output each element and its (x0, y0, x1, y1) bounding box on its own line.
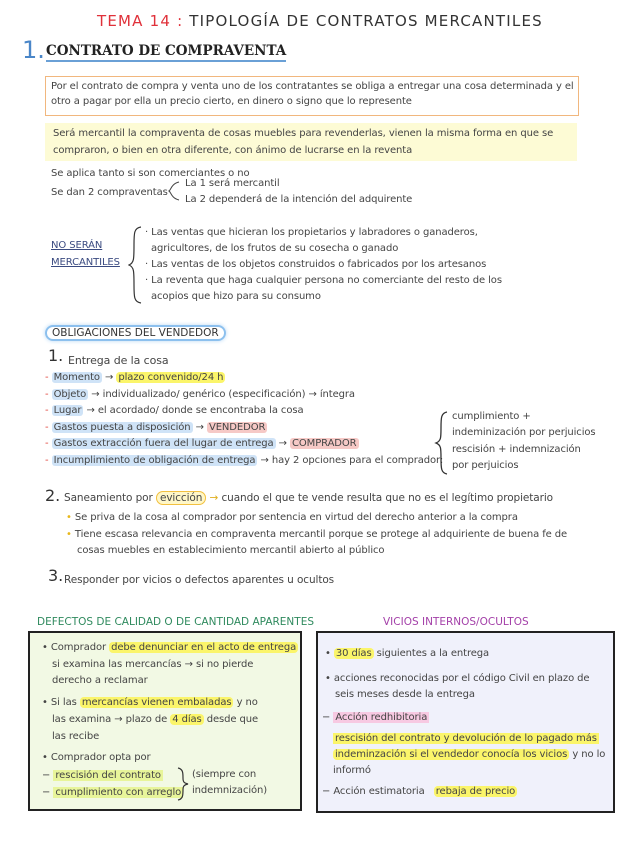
mercantil-line-1: Será mercantil la compraventa de cosas muebles para revenderlas, vienen la misma forma en que se (53, 128, 554, 139)
item2-bullet-2: • Tiene escasa relevancia en compraventa mercantil porque se protege al adquiriente de buena fe de (66, 529, 568, 540)
entrega-lugar: - Lugar → el acordado/ donde se encontraba la cosa (45, 405, 304, 416)
momento-value: plazo convenido/24 h (118, 372, 224, 383)
p2a-pre: Si las (50, 697, 77, 708)
gastos2-value: COMPRADOR (292, 438, 357, 449)
rebaja-precio: rebaja de precio (435, 786, 516, 797)
item2-bullet-2-text: Tiene escasa relevancia en compraventa mercantil porque se protege al adquiriente de buena fe de (74, 529, 568, 540)
p1a-pre: Comprador (50, 642, 106, 653)
item2-bullet-1: • Se priva de la cosa al comprador por sentencia en virtud del derecho anterior a la compra (66, 512, 518, 523)
vicios-a1-d2 (333, 749, 605, 760)
incumplimiento-label: Incumplimiento de obligación de entrega (53, 455, 256, 466)
lugar-label: Lugar (53, 405, 82, 416)
branch-arrows (167, 178, 187, 204)
title-prefix: TEMA 14 : (97, 12, 184, 30)
p2a-highlight: mercancías vienen embaladas (81, 697, 232, 708)
defectos-opt-1: − rescisión del contrato (42, 770, 161, 781)
section-title: CONTRATO DE COMPRAVENTA (46, 43, 286, 62)
item2-title: Saneamiento por evicción → cuando el que te vende resulta que no es el legítimo propietario (64, 492, 553, 504)
opt2-text: cumplimiento con arreglo (55, 787, 182, 798)
defectos-note-2: indemnización) (192, 785, 268, 796)
entrega-gastos-1: - Gastos puesta a disposición → VENDEDOR (45, 422, 266, 433)
defectos-note-1: (siempre con (192, 769, 257, 780)
no-seran-item-3b: acopios que hizo para su consumo (151, 291, 321, 302)
item2-title-post: cuando el que te vende resulta que no es el legítimo propietario (221, 492, 553, 504)
aplica-branch-1: La 1 será mercantil (185, 178, 280, 189)
vicios-a1-d2-highlight: indeminzación si el vendedor conocía los vicios (335, 749, 568, 760)
vicios-a1: − Acción redhibitoria (322, 712, 428, 723)
vicios-b2a: • acciones reconocidas por el código Civil en plazo de (325, 673, 590, 684)
no-seran-brace (128, 225, 144, 305)
aplica-line-1: Se aplica tanto si son comerciantes o no (51, 168, 250, 179)
defectos-p2b: las examina → plazo de 4 días desde que (52, 714, 259, 725)
objeto-value: individualizado/ genérico (especificación) → íntegra (102, 389, 355, 400)
opcion-2b: por perjuicios (452, 460, 519, 471)
gastos1-label: Gastos puesta a disposición (53, 422, 191, 433)
item2-number: 2. (45, 486, 61, 505)
opcion-1b: indeminización por perjuicios (452, 427, 596, 438)
p2b-pre: las examina (52, 714, 112, 725)
aplica-branch-2: La 2 dependerá de la intención del adquirente (185, 194, 413, 205)
no-seran-item-1b: agricultores, de los frutos de su cosecha o ganado (151, 243, 399, 254)
p2b-highlight: 4 días (172, 714, 202, 725)
definition-line-2: otro a pagar por ella un precio cierto, en dinero o signo que lo represente (51, 96, 412, 107)
item2-title-pre: Saneamiento por (64, 492, 153, 504)
definition-line-1: Por el contrato de compra y venta uno de los contratantes se obliga a entregar una cosa determinada y el (51, 81, 574, 92)
defectos-brace (176, 766, 190, 802)
no-seran-item-1: · Las ventas que hicieran los propietarios y labradores o ganaderos, (145, 227, 478, 238)
opt1-text: rescisión del contrato (55, 770, 161, 781)
item3-number: 3. (48, 566, 64, 585)
defectos-opt-2: − cumplimiento con arreglo (42, 787, 182, 798)
opcion-2a: rescisión + indemnización (452, 444, 581, 455)
opcion-1a: cumplimiento + (452, 411, 531, 422)
defectos-p1c: derecho a reclamar (52, 675, 148, 686)
p2a-post: y no (236, 697, 258, 708)
vicios-a1-d2-post: y no lo (572, 749, 606, 760)
p2b-mid: plazo de (125, 714, 168, 725)
no-seran-label-2: MERCANTILES (51, 257, 120, 268)
vicios-heading: VICIOS INTERNOS/OCULTOS (383, 616, 529, 628)
p2b-post: desde que (206, 714, 259, 725)
aplica-line-2: Se dan 2 compraventas (51, 187, 168, 198)
p1b-text: si examina las mercancías (52, 659, 182, 670)
item2-bullet-1-text: Se priva de la cosa al comprador por sentencia en virtud del derecho anterior a la compra (74, 512, 518, 523)
entrega-momento: - Momento → plazo convenido/24 h (45, 372, 224, 383)
item3-title: Responder por vicios o defectos aparentes u ocultos (64, 574, 335, 586)
objeto-label: Objeto (53, 389, 87, 400)
vicios-b1-post: siguientes a la entrega (376, 648, 490, 659)
vicios-b1: • 30 días siguientes a la entrega (325, 648, 490, 659)
p3-text: Comprador opta por (50, 752, 151, 763)
section-number: 1. (22, 36, 45, 64)
p1b-post: si no pierde (195, 659, 254, 670)
item1-title: Entrega de la cosa (68, 354, 169, 367)
page-title (97, 12, 543, 30)
entrega-gastos-2: - Gastos extracción fuera del lugar de entrega → COMPRADOR (45, 438, 357, 449)
defectos-p1b: si examina las mercancías → si no pierde (52, 659, 254, 670)
gastos2-label: Gastos extracción fuera del lugar de entrega (53, 438, 274, 449)
defectos-p1a: • Comprador debe denunciar en el acto de entrega (42, 642, 297, 653)
defectos-p3: • Comprador opta por (42, 752, 151, 763)
obligaciones-heading: OBLIGACIONES DEL VENDEDOR (45, 325, 226, 341)
opciones-brace (434, 410, 450, 476)
entrega-objeto: - Objeto → individualizado/ genérico (especificación) → íntegra (45, 389, 355, 400)
vicios-a1-d1: rescisión del contrato y devolución de lo pagado más (335, 733, 597, 744)
item1-number: 1. (48, 346, 64, 365)
no-seran-item-2: · Las ventas de los objetos construidos o fabricados por los artesanos (145, 259, 487, 270)
defectos-p2a: • Si las mercancías vienen embaladas y no (42, 697, 258, 708)
title-main-text: TIPOLOGÍA DE CONTRATOS MERCANTILES (189, 12, 543, 30)
vicios-b1-highlight: 30 días (335, 648, 372, 659)
defectos-p2c: las recibe (52, 731, 100, 742)
vicios-b2b: seis meses desde la entrega (335, 689, 475, 700)
defectos-heading: DEFECTOS DE CALIDAD O DE CANTIDAD APARENTES (37, 616, 314, 628)
entrega-incumplimiento: - Incumplimiento de obligación de entrega → hay 2 opciones para el comprador: (45, 455, 444, 466)
mercantil-line-2: compraron, o bien en otra diferente, con ánimo de lucrarse en la reventa (53, 145, 413, 156)
item2-bullet-2b: cosas muebles en establecimiento mercantil abierto al público (77, 545, 385, 556)
accion-estimatoria: Acción estimatoria (333, 786, 425, 797)
no-seran-item-3: · La reventa que haga cualquier persona no comerciante del resto de los (145, 275, 502, 286)
incumplimiento-value: hay 2 opciones para el comprador: (271, 455, 444, 466)
lugar-value: el acordado/ donde se encontraba la cosa (97, 405, 304, 416)
momento-label: Momento (53, 372, 100, 383)
vicios-a1-d3: informó (333, 765, 371, 776)
accion-redhibitoria: Acción redhibitoria (335, 712, 428, 723)
gastos1-value: VENDEDOR (208, 422, 266, 433)
p1a-highlight: debe denunciar en el acto de entrega (111, 642, 297, 653)
vicios-b2a-text: acciones reconocidas por el código Civil en plazo de (333, 673, 590, 684)
eviccion-word: evicción (156, 491, 206, 505)
vicios-a2: − Acción estimatoria rebaja de precio (322, 786, 516, 797)
no-seran-label-1: NO SERÁN (51, 240, 103, 251)
